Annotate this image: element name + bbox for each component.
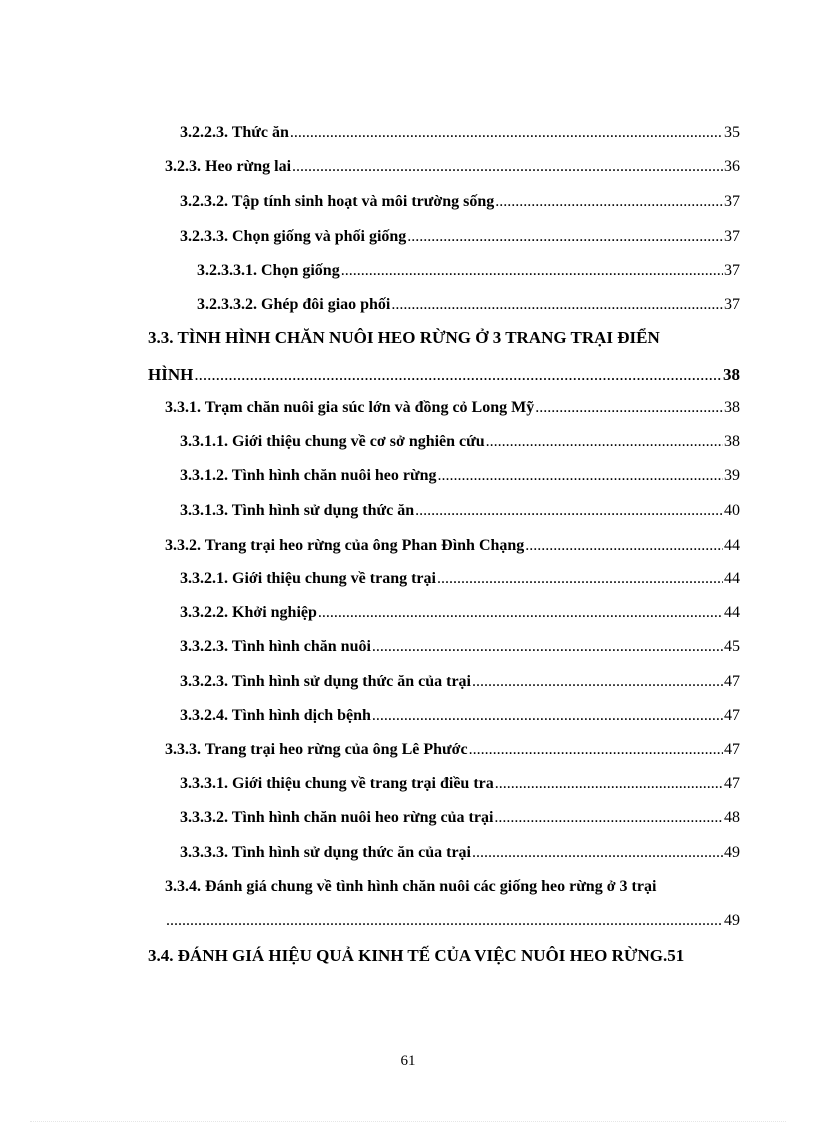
toc-entry-title: 3.2.3.3.2. Ghép đôi giao phối bbox=[197, 296, 391, 313]
toc-leader-dots bbox=[495, 774, 723, 794]
toc-leader-dots bbox=[391, 295, 723, 315]
toc-entry-page: 37 bbox=[724, 296, 740, 313]
toc-leader-dots bbox=[494, 808, 723, 828]
toc-entry-page: 37 bbox=[724, 193, 740, 210]
toc-entry-title: 3.3.3.3. Tình hình sử dụng thức ăn của trại bbox=[180, 844, 471, 861]
toc-entry-title: 3.3.3. Trang trại heo rừng của ông Lê Phước bbox=[165, 741, 468, 758]
toc-entry-page: 44 bbox=[724, 537, 740, 554]
toc-entry-page: 49 bbox=[724, 912, 740, 929]
toc-entry bbox=[180, 501, 740, 521]
toc-chapter-heading: 3.3. TÌNH HÌNH CHĂN NUÔI HEO RỪNG Ở 3 TRANG TRẠI ĐIỂN bbox=[148, 328, 660, 347]
toc-entry bbox=[180, 192, 740, 212]
toc-entry bbox=[180, 843, 740, 863]
page-number: 61 bbox=[400, 1053, 416, 1069]
toc-entry bbox=[197, 295, 740, 315]
toc-entry-title: 3.3.1.1. Giới thiệu chung về cơ sở nghiên cứu bbox=[180, 433, 485, 450]
toc-entry-title: 3.3.2.3. Tình hình sử dụng thức ăn của trại bbox=[180, 673, 471, 690]
toc-entry-page: 49 bbox=[724, 844, 740, 861]
toc-entry-title: 3.3.2.3. Tình hình chăn nuôi bbox=[180, 638, 371, 655]
toc-entry-title: 3.2.3. Heo rừng lai bbox=[165, 158, 292, 175]
toc-leader-dots bbox=[486, 432, 723, 452]
toc-entry-title: 3.2.3.3.1. Chọn giống bbox=[197, 262, 340, 279]
toc-leader-dots bbox=[469, 740, 723, 760]
toc-entry bbox=[180, 774, 740, 794]
toc-leader-dots bbox=[194, 365, 722, 385]
toc-entry-page: 38 bbox=[724, 399, 740, 416]
toc-entry-title: 3.3.2.4. Tình hình dịch bệnh bbox=[180, 707, 371, 724]
toc-entry-title: 3.3.1.2. Tình hình chăn nuôi heo rừng bbox=[180, 467, 437, 484]
toc-entry-page: 35 bbox=[724, 124, 740, 141]
toc-entry bbox=[148, 365, 740, 385]
toc-entry-page: 38 bbox=[724, 433, 740, 450]
toc-leader-dots bbox=[415, 501, 723, 521]
toc-entry bbox=[180, 706, 740, 726]
toc-leader-dots bbox=[472, 672, 723, 692]
toc-leader-dots bbox=[495, 192, 723, 212]
toc-entry bbox=[165, 398, 740, 418]
toc-entry-page: 37 bbox=[724, 262, 740, 279]
toc-entry-title: 3.2.3.3. Chọn giống và phối giống bbox=[180, 228, 407, 245]
toc-leader-dots bbox=[535, 398, 723, 418]
toc-entry-title: 3.3.2.2. Khởi nghiệp bbox=[180, 604, 317, 621]
toc-entry-page: 38 bbox=[723, 365, 740, 384]
toc-entry-page: 39 bbox=[724, 467, 740, 484]
toc-entry-page: 47 bbox=[724, 707, 740, 724]
toc-entry-page: 44 bbox=[724, 604, 740, 621]
toc-entry-title: 3.3.2.1. Giới thiệu chung về trang trại bbox=[180, 570, 436, 587]
toc-entry-page: 47 bbox=[724, 775, 740, 792]
toc-leader-dots bbox=[372, 637, 723, 657]
toc-entry bbox=[165, 740, 740, 760]
toc-leader-dots bbox=[438, 466, 723, 486]
toc-section-heading: 3.3.4. Đánh giá chung về tình hình chăn nuôi các giống heo rừng ở 3 trại bbox=[165, 878, 657, 895]
toc-entry-page: 48 bbox=[724, 809, 740, 826]
toc-entry-title: 3.3.1. Trạm chăn nuôi gia súc lớn và đồng cỏ Long Mỹ bbox=[165, 399, 535, 416]
toc-entry bbox=[180, 603, 740, 623]
toc-entry bbox=[197, 261, 740, 281]
toc-entry bbox=[180, 637, 740, 657]
toc-entry bbox=[165, 536, 740, 556]
toc-leader-dots bbox=[290, 123, 723, 143]
toc-leader-dots bbox=[472, 843, 723, 863]
toc-entry-page: 40 bbox=[724, 502, 740, 519]
toc-entry-title: 3.2.2.3. Thức ăn bbox=[180, 124, 289, 141]
toc-leader-dots bbox=[407, 227, 723, 247]
toc-entry-title: 3.3.2. Trang trại heo rừng của ông Phan Đình Chạng bbox=[165, 537, 525, 554]
toc-entry bbox=[180, 569, 740, 589]
toc-entry-title: HÌNH bbox=[148, 365, 194, 384]
toc-entry-page: 47 bbox=[724, 741, 740, 758]
toc-entry-page: 37 bbox=[724, 228, 740, 245]
toc-leader-dots bbox=[372, 706, 723, 726]
toc-entry-title: 3.3.3.1. Giới thiệu chung về trang trại điều tra bbox=[180, 775, 494, 792]
toc-entry bbox=[180, 808, 740, 828]
toc-entry-title: 3.2.3.2. Tập tính sinh hoạt và môi trường sống bbox=[180, 193, 495, 210]
toc-leader-dots bbox=[341, 261, 723, 281]
toc-entry-page: 44 bbox=[724, 570, 740, 587]
toc-entry bbox=[165, 157, 740, 177]
toc-leader-dots bbox=[166, 911, 723, 931]
toc-leader-dots bbox=[437, 569, 723, 589]
toc-leader-dots bbox=[525, 536, 723, 556]
toc-entry-page: 47 bbox=[724, 673, 740, 690]
toc-leader-dots bbox=[318, 603, 723, 623]
toc-chapter-heading: 3.4. ĐÁNH GIÁ HIỆU QUẢ KINH TẾ CỦA VIỆC NUÔI HEO RỪNG.51 bbox=[148, 946, 685, 965]
toc-entry bbox=[180, 432, 740, 452]
toc-entry-page: 45 bbox=[724, 638, 740, 655]
toc-entry bbox=[180, 123, 740, 143]
page-bottom-border bbox=[30, 1121, 786, 1122]
toc-entry bbox=[180, 227, 740, 247]
toc-entry bbox=[165, 911, 740, 931]
toc-entry-title: 3.3.1.3. Tình hình sử dụng thức ăn bbox=[180, 502, 415, 519]
toc-entry-page: 36 bbox=[724, 158, 740, 175]
toc-entry bbox=[180, 672, 740, 692]
toc-entry-title: 3.3.3.2. Tình hình chăn nuôi heo rừng của trại bbox=[180, 809, 494, 826]
toc-leader-dots bbox=[292, 157, 723, 177]
toc-entry bbox=[180, 466, 740, 486]
